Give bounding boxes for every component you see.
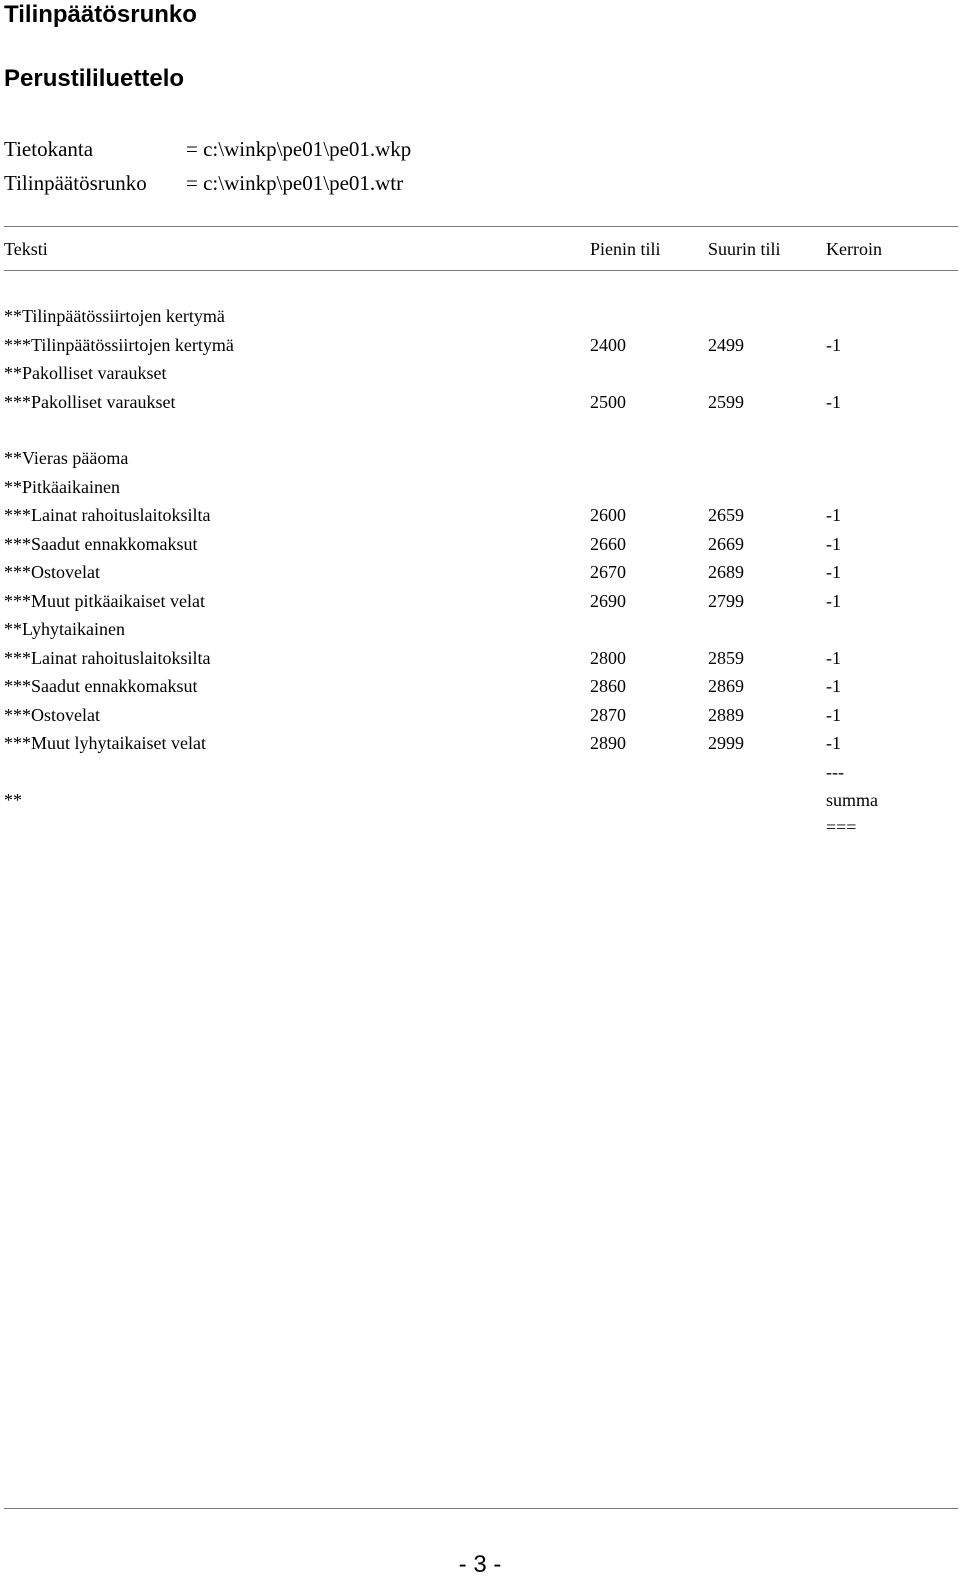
row-factor: -1: [826, 676, 841, 696]
row-min: 2690: [590, 591, 626, 611]
table-row: [0, 503, 960, 531]
row-max: 2889: [708, 705, 744, 725]
column-header-factor: Kerroin: [826, 239, 882, 259]
row-text: ***Muut pitkäaikaiset velat: [4, 591, 205, 611]
row-factor: -1: [826, 562, 841, 582]
row-factor: ---: [826, 762, 844, 782]
row-min: 2890: [590, 733, 626, 753]
row-min: 2870: [590, 705, 626, 725]
row-factor: -1: [826, 591, 841, 611]
table-row: [0, 788, 960, 816]
table-row: [0, 304, 960, 332]
table-row: [0, 475, 960, 503]
row-factor: -1: [826, 392, 841, 412]
row-factor: -1: [826, 335, 841, 355]
row-factor: -1: [826, 505, 841, 525]
meta-template-label: Tilinpäätösrunko: [4, 171, 147, 195]
row-text: **: [4, 790, 22, 810]
row-min: 2860: [590, 676, 626, 696]
row-text: **Tilinpäätössiirtojen kertymä: [4, 306, 225, 326]
row-min: 2670: [590, 562, 626, 582]
row-factor: -1: [826, 534, 841, 554]
table-row: [0, 646, 960, 674]
meta-database-row: [4, 136, 411, 162]
row-min: 2500: [590, 392, 626, 412]
row-text: ***Saadut ennakkomaksut: [4, 676, 198, 696]
page-number: - 3 -: [458, 1551, 502, 1578]
row-text: ***Tilinpäätössiirtojen kertymä: [4, 335, 234, 355]
row-max: 2669: [708, 534, 744, 554]
row-text: ***Lainat rahoituslaitoksilta: [4, 648, 211, 668]
row-text: **Pitkäaikainen: [4, 477, 120, 497]
table-row: [0, 760, 960, 788]
table-row: [0, 703, 960, 731]
row-text: **Vieras pääoma: [4, 448, 129, 468]
row-max: 2499: [708, 335, 744, 355]
row-text: ***Ostovelat: [4, 705, 100, 725]
row-text: ***Pakolliset varaukset: [4, 392, 176, 412]
row-max: 2599: [708, 392, 744, 412]
row-factor: -1: [826, 648, 841, 668]
table-row: [0, 390, 960, 418]
column-header-text: Teksti: [4, 239, 48, 259]
row-max: 2999: [708, 733, 744, 753]
table-row: [0, 815, 960, 843]
row-min: 2600: [590, 505, 626, 525]
table-row: [0, 731, 960, 759]
table-row: [0, 617, 960, 645]
row-text: **Lyhytaikainen: [4, 619, 125, 639]
column-header-max: Suurin tili: [708, 239, 781, 259]
row-text: ***Saadut ennakkomaksut: [4, 534, 198, 554]
document-title: Tilinpäätösrunko: [4, 1, 197, 28]
row-text: ***Lainat rahoituslaitoksilta: [4, 505, 211, 525]
row-max: 2859: [708, 648, 744, 668]
row-text: ***Muut lyhytaikaiset velat: [4, 733, 206, 753]
table-row: [0, 674, 960, 702]
meta-template-value: = c:\winkp\pe01\pe01.wtr: [186, 171, 404, 195]
meta-template-row: [4, 170, 403, 196]
row-min: 2400: [590, 335, 626, 355]
row-text: ***Ostovelat: [4, 562, 100, 582]
row-factor: ===: [826, 817, 857, 837]
row-factor: summa: [826, 790, 878, 810]
table-row: [0, 532, 960, 560]
row-factor: -1: [826, 705, 841, 725]
row-min: 2800: [590, 648, 626, 668]
document-subtitle: Perustililuettelo: [4, 65, 185, 92]
table-row: [0, 560, 960, 588]
header-top-rule: [4, 226, 958, 227]
meta-database-label: Tietokanta: [4, 137, 94, 161]
footer-rule: [4, 1508, 958, 1509]
row-min: 2660: [590, 534, 626, 554]
row-max: 2689: [708, 562, 744, 582]
row-text: **Pakolliset varaukset: [4, 363, 167, 383]
header-bottom-rule: [4, 270, 958, 271]
row-factor: -1: [826, 733, 841, 753]
meta-database-value: = c:\winkp\pe01\pe01.wkp: [186, 137, 412, 161]
column-header-min: Pienin tili: [590, 239, 661, 259]
row-max: 2869: [708, 676, 744, 696]
row-max: 2799: [708, 591, 744, 611]
table-row: [0, 361, 960, 389]
row-max: 2659: [708, 505, 744, 525]
table-row: [0, 333, 960, 361]
table-row: [0, 446, 960, 474]
table-row: [0, 589, 960, 617]
